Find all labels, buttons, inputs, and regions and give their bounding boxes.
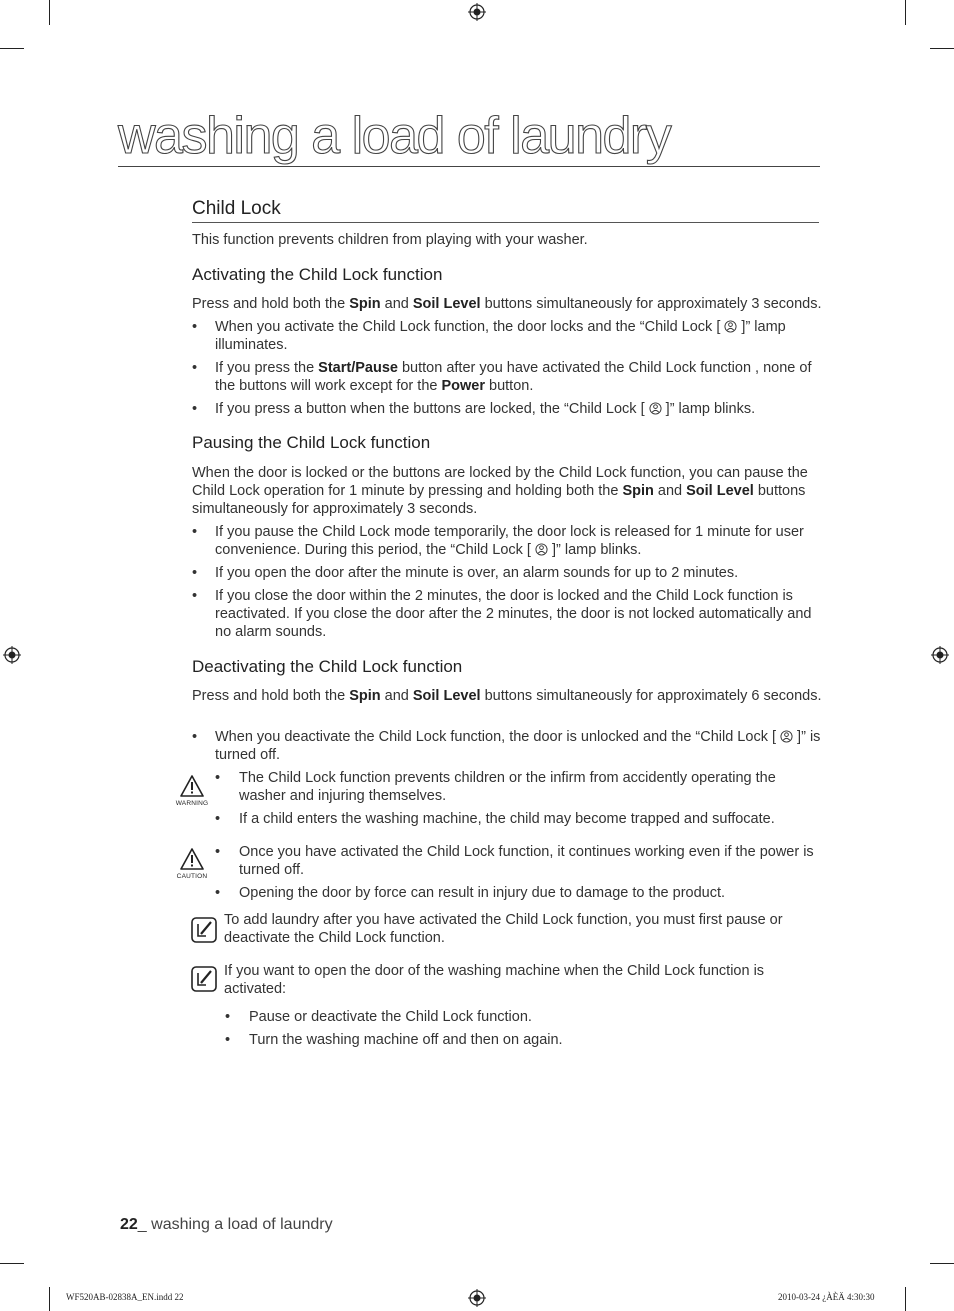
list-item: • When you activate the Child Lock function, the door locks and the “Child Lock [ ]” lamp illuminates. — [192, 319, 786, 353]
note-text: To add laundry after you have activated the Child Lock function, you must first pause or deactivate the Child Lock function. — [224, 912, 783, 946]
list-item: • If you pause the Child Lock mode temporarily, the door lock is released for 1 minute for user convenience. During this period, the “Child Lock [ ]” lamp blinks. — [192, 524, 804, 558]
note-item: • Turn the washing machine off and then on again. — [225, 1032, 563, 1048]
caution-item: • Once you have activated the Child Lock function, it continues working even if the power is turned off. — [215, 844, 814, 878]
crop-mark — [930, 1263, 954, 1264]
registration-mark-icon — [931, 646, 949, 664]
section-intro: This function prevents children from playing with your washer. — [192, 232, 588, 248]
caution-icon — [174, 848, 210, 880]
note-text: If you want to open the door of the washing machine when the Child Lock function is activated: — [224, 963, 765, 997]
activating-paragraph: Press and hold both the Spin and Soil Level buttons simultaneously for approximately 3 seconds. — [192, 296, 822, 312]
warning-label: WARNING — [175, 800, 209, 807]
slug-left: WF520AB-02838A_EN.indd 22 — [66, 1292, 184, 1302]
registration-mark-icon — [468, 3, 486, 21]
deactivating-paragraph: Press and hold both the Spin and Soil Level buttons simultaneously for approximately 6 seconds. — [192, 688, 822, 704]
list-item: • If you press the Start/Pause button after you have activated the Child Lock function , none of the buttons will work except for the Power button. — [192, 360, 812, 394]
crop-mark — [930, 48, 954, 49]
crop-mark — [0, 48, 24, 49]
crop-mark — [49, 0, 50, 25]
page-footer — [120, 1216, 333, 1234]
child-lock-icon — [724, 320, 737, 333]
warning-icon — [174, 775, 210, 807]
child-lock-icon — [535, 543, 548, 556]
deactivating-heading: Deactivating the Child Lock function — [192, 657, 463, 676]
registration-mark-icon — [468, 1289, 486, 1307]
page-title: washing a load of laundry — [118, 110, 820, 167]
caution-item: • Opening the door by force can result in injury due to damage to the product. — [215, 885, 726, 901]
list-item: • If you close the door within the 2 minutes, the door is locked and the Child Lock function is reactivated. If you close the door after the 2 minutes, the door is not locked automatically and no alarm sounds. — [192, 588, 812, 640]
child-lock-icon — [780, 730, 793, 743]
warning-item: • If a child enters the washing machine, the child may become trapped and suffocate. — [215, 811, 775, 827]
note-item: • Pause or deactivate the Child Lock function. — [225, 1009, 532, 1025]
page-number: 22 — [120, 1216, 138, 1233]
list-item: • If you press a button when the buttons are locked, the “Child Lock [ ]” lamp blinks. — [192, 401, 756, 417]
crop-mark — [905, 1287, 906, 1311]
pausing-paragraph: When the door is locked or the buttons are locked by the Child Lock function, you can pause the Child Lock operation for 1 minute by pressing and holding both the Spin and Soil Level buttons simultaneously for approximately 3 seconds. — [192, 465, 808, 517]
pausing-heading: Pausing the Child Lock function — [192, 433, 431, 452]
section-title: Child Lock — [192, 198, 819, 223]
crop-mark — [0, 1263, 24, 1264]
note-icon — [191, 966, 217, 992]
caution-label: CAUTION — [176, 873, 208, 880]
slug-right: 2010-03-24 ¿ÀÈÄ 4:30:30 — [778, 1292, 875, 1302]
list-item: • If you open the door after the minute is over, an alarm sounds for up to 2 minutes. — [192, 565, 739, 581]
crop-mark — [49, 1287, 50, 1311]
registration-mark-icon — [3, 646, 21, 664]
activating-heading: Activating the Child Lock function — [192, 265, 443, 284]
child-lock-icon — [649, 402, 662, 415]
warning-item: • The Child Lock function prevents children or the infirm from accidently operating the washer and injuring themselves. — [215, 770, 776, 804]
list-item: • When you deactivate the Child Lock function, the door is unlocked and the “Child Lock [ ]” is turned off. — [192, 729, 821, 763]
crop-mark — [905, 0, 906, 25]
page-footer-title: _ washing a load of laundry — [137, 1216, 333, 1233]
note-icon — [191, 917, 217, 943]
